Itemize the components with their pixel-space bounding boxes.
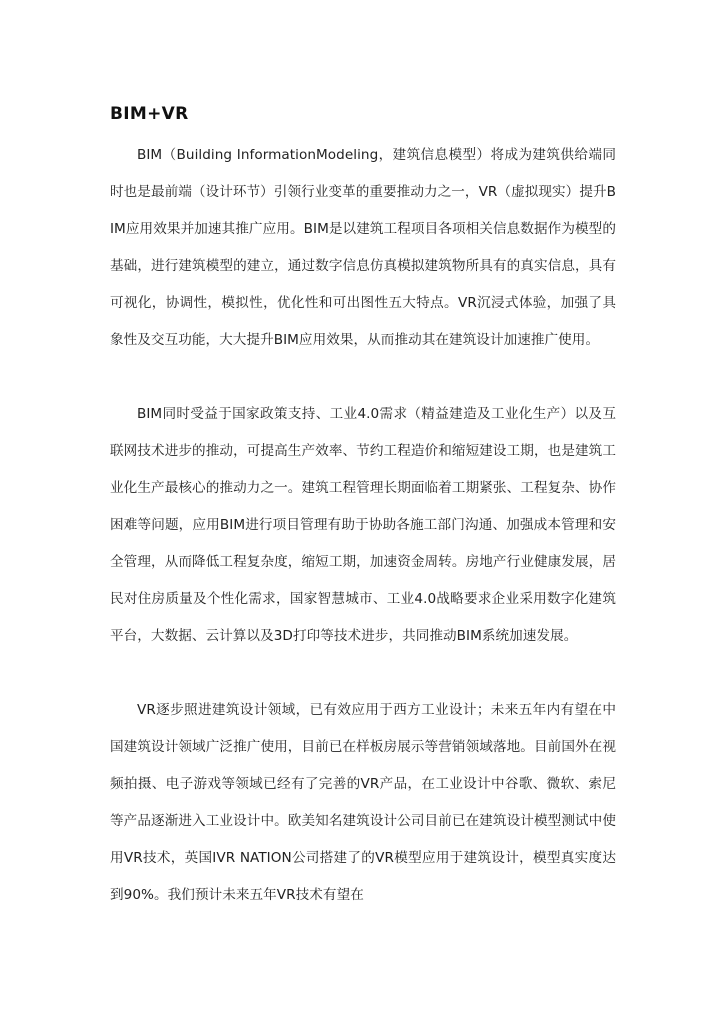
section-heading: BIM+VR (110, 104, 189, 124)
paragraph-bim-drivers: BIM同时受益于国家政策支持、工业4.0需求（精益建造及工业化生产）以及互联网技术进步的推动，可提高生产效率、节约工程造价和缩短建设工期，也是建筑工业化生产最核心的推动力之一。建筑工程管理长期面临着工期紧张、工程复杂、协作困难等问题，应用BIM进行项目管理有助于协助各施工部门沟通、加强成本管理和安全管理，从而降低工程复杂度，缩短工期，加速资金周转。房地产行业健康发展，居民对住房质量及个性化需求，国家智慧城市、工业4.0战略要求企业采用数字化建筑平台，大数据、云计算以及3D打印等技术进步，共同推动BIM系统加速发展。 (110, 406, 616, 644)
paragraph-bim-intro: BIM（Building InformationModeling，建筑信息模型）将成为建筑供给端同时也是最前端（设计环节）引领行业变革的重要推动力之一，VR（虚拟现实）提升BIM应用效果并加速其推广应用。BIM是以建筑工程项目各项相关信息数据作为模型的基础，进行建筑模型的建立，通过数字信息仿真模拟建筑物所具有的真实信息，具有可视化，协调性，模拟性，优化性和可出图性五大特点。VR沉浸式体验，加强了具象性及交互功能，大大提升BIM应用效果，从而推动其在建筑设计加速推广使用。 (110, 147, 616, 348)
paragraph-vr-design: VR逐步照进建筑设计领域，已有效应用于西方工业设计；未来五年内有望在中国建筑设计领域广泛推广使用，目前已在样板房展示等营销领域落地。目前国外在视频拍摄、电子游戏等领域已经有了完善的VR产品，在工业设计中谷歌、微软、索尼等产品逐渐进入工业设计中。欧美知名建筑设计公司目前已在建筑设计模型测试中使用VR技术，英国IVR NATION公司搭建了的VR模型应用于建筑设计，模型真实度达到90%。我们预计未来五年VR技术有望在 (110, 702, 616, 903)
